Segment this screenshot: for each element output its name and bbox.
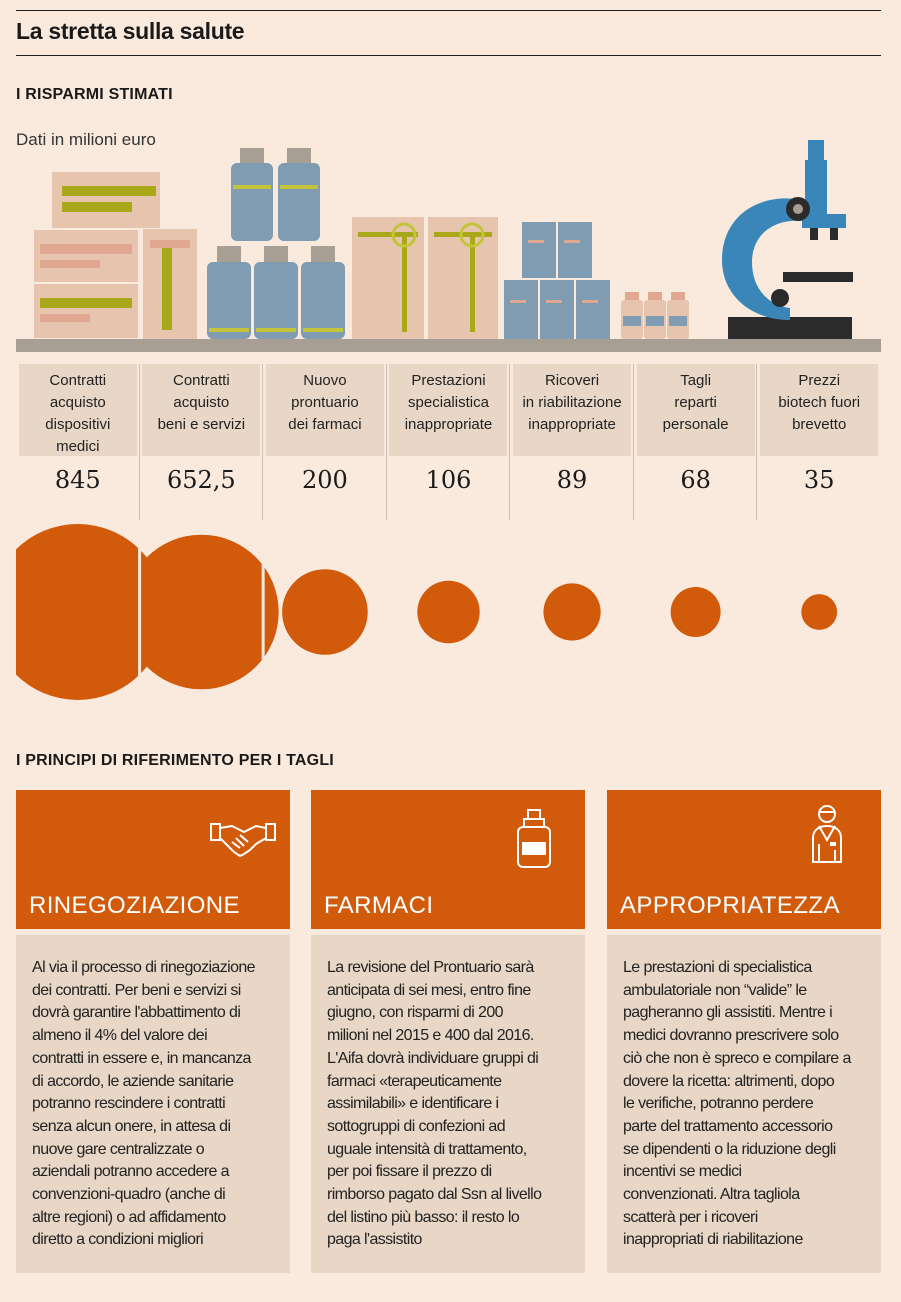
card-text-line: pagheranno gli assistiti. Mentre i xyxy=(623,1004,833,1022)
bubble-5 xyxy=(671,587,721,637)
card-text-line: almeno il 4% del valore dei xyxy=(32,1027,208,1045)
bubble-gap xyxy=(262,520,265,700)
shelf-illustration xyxy=(0,140,901,355)
card-text-line: dovere la ricetta: altrimenti, dopo xyxy=(623,1072,835,1090)
data-label: 106 xyxy=(425,466,472,494)
card-text-line: paga l'assistito xyxy=(327,1231,422,1249)
column-header-line: dispositivi xyxy=(45,416,111,433)
card-text-line: diretto a condizioni migliori xyxy=(32,1231,204,1249)
column-header-line: acquisto xyxy=(49,394,106,411)
column-header xyxy=(760,364,878,456)
shelf-bar xyxy=(16,339,881,352)
card-text-line: dovrà garantire l'abbattimento di xyxy=(32,1004,241,1022)
bubble-6 xyxy=(801,594,837,630)
card-text-line: sottogruppi di confezioni ad xyxy=(327,1117,505,1135)
bubble-gap xyxy=(756,520,759,700)
column-header-line: Tagli xyxy=(680,372,712,389)
card-title-appropriatezza: APPROPRIATEZZA xyxy=(620,892,840,919)
card-farmaci-header xyxy=(311,790,585,929)
column-header xyxy=(19,364,137,456)
card-text-line: farmaci «terapeuticamente xyxy=(327,1072,502,1090)
column-header-line: Nuovo xyxy=(303,372,347,389)
card-text-line: contratti in essere e, in mancanza xyxy=(32,1049,251,1067)
column-header-line: brevetto xyxy=(792,416,847,433)
box-stack-icon xyxy=(34,172,197,339)
card-text-line: ambulatoriale non “valide” le xyxy=(623,981,807,999)
card-text-line: medici dovranno prescrivere solo xyxy=(623,1027,839,1045)
section-title-savings: I RISPARMI STIMATI xyxy=(16,86,173,103)
column-header-line: Contratti xyxy=(49,372,107,389)
column-header xyxy=(513,364,631,456)
card-text-line: aziendali potranno accedere a xyxy=(32,1163,229,1181)
card-text-line: L'Aifa dovrà individuare gruppi di xyxy=(327,1049,539,1067)
column-header-line: in riabilitazione xyxy=(522,394,622,411)
column-header xyxy=(266,364,384,456)
column-header-line: dei farmaci xyxy=(288,416,362,433)
bubble-2 xyxy=(282,569,368,655)
card-text-line: rimborso pagato dal Ssn al livello xyxy=(327,1186,542,1204)
column-header-line: specialistica xyxy=(408,394,489,411)
card-text-line: assimilabili» e identificare i xyxy=(327,1095,499,1113)
card-text-line: uguale intensità di trattamento, xyxy=(327,1140,527,1158)
card-text-line: ciò che non è spreco e compilare a xyxy=(623,1049,851,1067)
card-text-line: se dipendenti o la riduzione degli xyxy=(623,1140,836,1158)
blue-boxes-icon xyxy=(504,222,610,339)
card-text-line: Le prestazioni di specialistica xyxy=(623,959,812,976)
bubble-gap xyxy=(509,520,512,700)
card-title-farmaci: FARMACI xyxy=(324,892,434,919)
doctor-icon xyxy=(805,804,849,868)
card-appropriatezza-header xyxy=(607,790,881,929)
column-header-line: personale xyxy=(662,416,729,433)
column-header xyxy=(389,364,507,456)
card-text-line: anticipata di sei mesi, entro fine xyxy=(327,981,531,999)
top-rule xyxy=(16,10,881,11)
vials-icon xyxy=(621,292,689,339)
card-text-line: per poi fissare il prezzo di xyxy=(327,1163,492,1181)
card-text-line: senza alcun onere, in attesa di xyxy=(32,1117,231,1135)
card-text-line: inappropriati di riabilitazione xyxy=(623,1231,803,1249)
column-header xyxy=(637,364,755,456)
bubble-chart xyxy=(16,520,881,700)
card-text-line: dei contratti. Per beni e servizi si xyxy=(32,981,241,999)
card-text-line: di accordo, le aziende sanitarie xyxy=(32,1072,234,1090)
card-text-line: La revisione del Prontuario sarà xyxy=(327,959,534,976)
bubble-4 xyxy=(543,583,600,640)
data-label: 89 xyxy=(556,466,588,494)
medicine-bottle-icon xyxy=(514,808,554,870)
title-rule xyxy=(16,55,881,56)
card-text-line: scatterà per i ricoveri xyxy=(623,1208,758,1226)
column-header xyxy=(142,364,260,456)
column-header-line: Ricoveri xyxy=(544,372,600,389)
bubble-3 xyxy=(417,581,479,643)
column-header-line: medici xyxy=(56,438,100,455)
bubble-1 xyxy=(124,535,279,690)
card-body-farmaci xyxy=(311,935,585,1273)
card-body-appropriatezza xyxy=(607,935,881,1273)
column-header-line: beni e servizi xyxy=(157,416,246,433)
package-icon xyxy=(352,217,498,339)
card-text-line: incentivi se medici xyxy=(623,1163,742,1181)
column-header-line: inappropriate xyxy=(404,416,493,433)
card-text-line: nuove gare centralizzate o xyxy=(32,1140,205,1158)
card-text-line: le verifiche, potranno perdere xyxy=(623,1095,814,1113)
column-header-line: reparti xyxy=(674,394,717,411)
column-header-line: acquisto xyxy=(173,394,230,411)
bubble-gap xyxy=(632,520,635,700)
card-text-line: convenzioni-quadro (anche di xyxy=(32,1186,226,1204)
column-header-line: Prestazioni xyxy=(411,372,486,389)
data-label: 35 xyxy=(803,466,835,494)
card-text-line: milioni nel 2015 e 400 dal 2016. xyxy=(327,1027,534,1045)
data-label: 652,5 xyxy=(166,466,236,494)
card-text-line: giugno, con risparmi di 200 xyxy=(327,1004,503,1022)
column-header-line: inappropriate xyxy=(528,416,616,433)
section-title-principles: I PRINCIPI DI RIFERIMENTO PER I TAGLI xyxy=(16,752,334,769)
card-text-line: altre regioni) o ad affidamento xyxy=(32,1208,226,1226)
column-header-line: Prezzi xyxy=(798,372,841,389)
card-text-line: Al via il processo di rinegoziazione xyxy=(32,959,255,976)
data-label: 845 xyxy=(54,466,101,494)
data-label: 200 xyxy=(302,466,348,494)
handshake-icon xyxy=(210,820,276,860)
bubble-gap xyxy=(385,520,388,700)
data-label: 68 xyxy=(680,466,711,494)
card-text-line: convenzionati. Altra tagliola xyxy=(623,1186,800,1204)
page-title: La stretta sulla salute xyxy=(16,18,245,44)
card-body-rinegoziazione xyxy=(16,935,290,1273)
unit-note: Dati in milioni euro xyxy=(16,130,156,149)
bubble-gap xyxy=(138,520,141,700)
card-text-line: parte del trattamento accessorio xyxy=(623,1117,833,1135)
card-title-rinegoziazione: RINEGOZIAZIONE xyxy=(29,892,240,919)
bottles-icon xyxy=(207,148,345,339)
card-rinegoziazione-header xyxy=(16,790,290,929)
column-header-line: Contratti xyxy=(172,372,230,389)
microscope-icon xyxy=(722,140,853,339)
column-header-line: biotech fuori xyxy=(778,394,861,411)
card-text-line: del listino più basso: il resto lo xyxy=(327,1208,520,1226)
column-header-line: prontuario xyxy=(291,394,359,411)
card-text-line: potranno rescindere i contratti xyxy=(32,1095,226,1113)
